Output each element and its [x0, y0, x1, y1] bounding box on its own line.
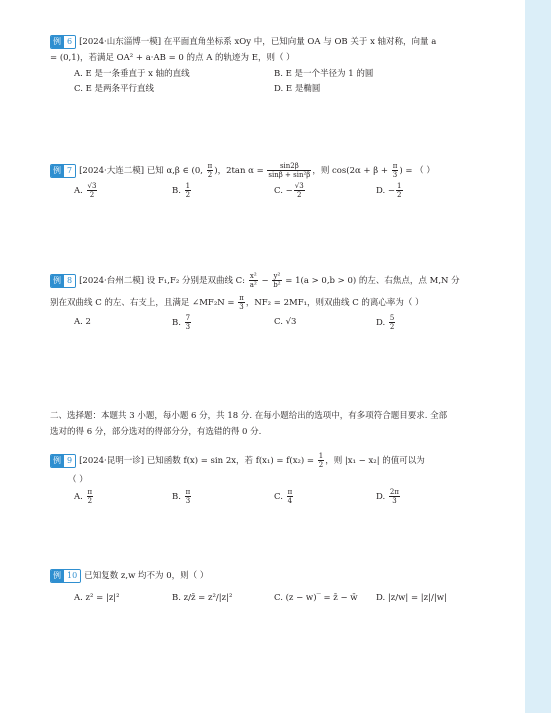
section-2-instructions: 二、选择题：本题共 3 小题，每小题 6 分，共 18 分. 在每小题给出的选项中，有多项符合题目要求. 全部 选对的得 6 分，部分选对的得部分分，有选错的得 0 分. — [50, 411, 448, 437]
question-6-line2: = (0,1)，若满足 OA² + a·AB = 0 的点 A 的轨迹为 E，则（ ） — [50, 53, 295, 63]
option-a[interactable]: A. $\frac{√3}{2}$ — [74, 182, 97, 199]
fraction: $\frac{\pi}{2}$ — [207, 162, 213, 179]
option-d[interactable]: D. − $\frac{1}{2}$ — [376, 182, 402, 199]
example-badge: 例 9 — [50, 454, 76, 468]
option-a[interactable]: A. z² = |z|² — [74, 593, 120, 603]
example-badge: 例 10 — [50, 569, 81, 583]
option-d[interactable]: D. E 是椭圆 — [274, 84, 321, 94]
example-badge: 例 6 — [50, 35, 76, 49]
option-c[interactable]: C. $\frac{\pi}{4}$ — [274, 488, 293, 505]
question-7: 例 7 [2024·大连二模] 已知 α,β ∈ (0, $\frac{\pi}{2}$ )，2tan α = $\frac{\sin 2\beta}{\text{sinβ + sin²β}}$ ，则 cos(2α + β + $\frac{\pi}{3}$ ) = （ ） A. $\frac{√3}{2}$ B. $\frac{1}{2}$ C. − $\frac{√3}{2}$ D. − $\frac{1}{2}$ — [50, 160, 502, 206]
option-d[interactable]: D. $\frac{5}{2}$ — [376, 314, 395, 331]
option-c[interactable]: C. (z − w)‾ = z̄ − w̄ — [274, 593, 358, 603]
question-6 — [50, 34, 502, 99]
question-6-line1: [2024·山东淄博一模] 在平面直角坐标系 xOy 中，已知向量 OA 与 OB 关于 x 轴对称，向量 a — [79, 37, 437, 47]
fraction: $\frac{\pi}{3}$ — [392, 162, 398, 179]
option-a[interactable]: A. 2 — [74, 317, 91, 327]
option-c[interactable]: C. √3 — [274, 317, 297, 327]
question-10: 例 10 已知复数 z,w 均不为 0，则（ ） A. z² = |z|² B. z/z̄ = z²/|z|² C. (z − w)‾ = z̄ − w̄ D. |z/w| = |z|/|w| — [50, 566, 502, 614]
option-b[interactable]: B. z/z̄ = z²/|z|² — [172, 593, 233, 603]
option-b[interactable]: B. $\frac{\pi}{3}$ — [172, 488, 191, 505]
option-c[interactable]: C. − $\frac{√3}{2}$ — [274, 182, 304, 199]
option-c[interactable]: C. E 是两条平行直线 — [74, 84, 155, 94]
example-badge: 例 7 — [50, 164, 76, 178]
option-b[interactable]: B. $\frac{1}{2}$ — [172, 182, 191, 199]
page-sidebar — [525, 0, 551, 713]
option-b[interactable]: B. $\frac{7}{3}$ — [172, 314, 191, 331]
option-a[interactable]: A. $\frac{\pi}{2}$ — [74, 488, 93, 505]
option-d[interactable]: D. |z/w| = |z|/|w| — [376, 593, 447, 603]
question-8: 例 8 [2024·台州二模] 设 F₁,F₂ 分别是双曲线 C: $\frac{\text{x²}}{\text{a²}}$ − $\frac{\text{y²}}{\text{b²}}$ = 1(a > 0,b > 0) 的左、右焦点，点 M,N 分 别在双曲线 C 的左、右支上，且满足 ∠MF₂N = $\frac{\pi}{3}$ ，NF₂ = 2MF₁，则双曲线 C 的离心率为（ ） A. 2 B. $\frac{7}{3}$ C. √3 D. $\frac{5}{2}$ — [50, 272, 460, 331]
fraction: $\frac{\sin 2\beta}{\text{sinβ + sin²β}}$ — [268, 162, 311, 179]
option-b[interactable]: B. E 是一个半径为 1 的圆 — [274, 69, 374, 79]
question-9: 例 9 [2024·昆明一诊] 已知函数 f(x) = sin 2x，若 f(x₁) = f(x₂) = $\frac{1}{2}$ ，则 |x₁ − x₂| 的值可以为 （ ） A. $\frac{\pi}{2}$ B. $\frac{\pi}{3}$ C. $\frac{\pi}{4}$ D. $\frac{2\pi}{3}$ — [50, 450, 502, 512]
example-badge: 例 8 — [50, 274, 76, 288]
option-a[interactable]: A. E 是一条垂直于 x 轴的直线 — [74, 69, 190, 79]
option-d[interactable]: D. $\frac{2\pi}{3}$ — [376, 488, 399, 505]
